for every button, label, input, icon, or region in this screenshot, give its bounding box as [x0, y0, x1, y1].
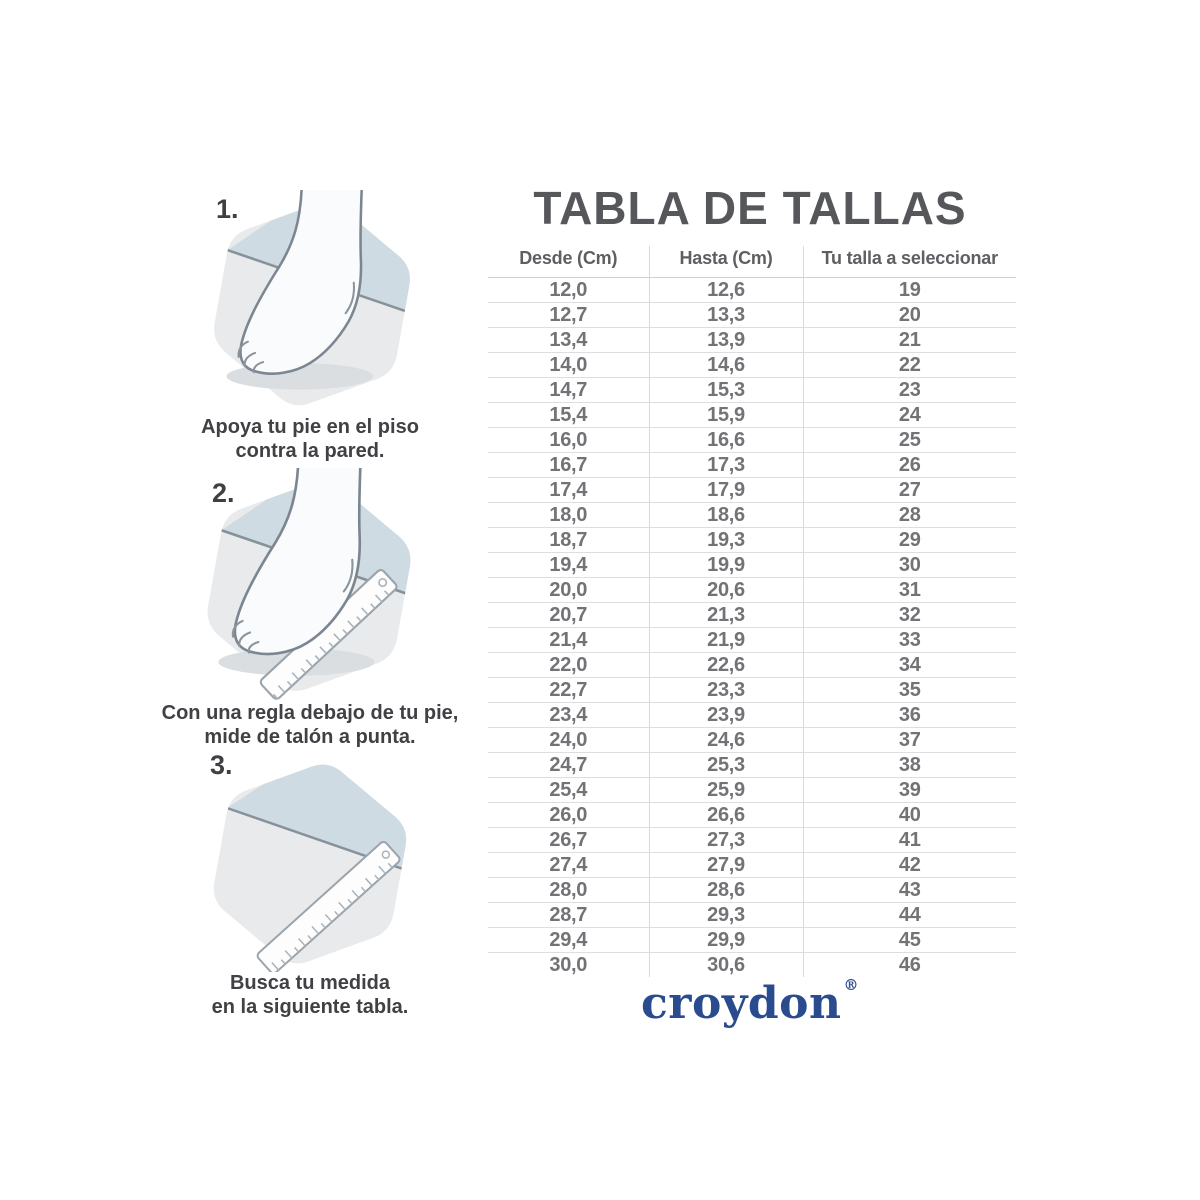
cell-desde: 24,7 — [488, 753, 649, 778]
cell-desde: 14,0 — [488, 353, 649, 378]
step-3-number: 3. — [210, 750, 233, 780]
cell-talla: 28 — [803, 503, 1016, 528]
cell-talla: 36 — [803, 703, 1016, 728]
step-3-caption-line2: en la siguiente tabla. — [211, 995, 409, 1018]
cell-desde: 22,0 — [488, 653, 649, 678]
cell-talla: 33 — [803, 628, 1016, 653]
cell-hasta: 30,6 — [649, 953, 803, 978]
step-1-caption-line2: contra la pared. — [235, 439, 385, 462]
table-row — [488, 953, 1016, 978]
table-row — [488, 578, 1016, 603]
table-row — [488, 903, 1016, 928]
step-3-caption — [160, 972, 460, 1019]
cell-talla: 29 — [803, 528, 1016, 553]
cell-talla: 43 — [803, 878, 1016, 903]
table-row — [488, 553, 1016, 578]
cell-desde: 15,4 — [488, 403, 649, 428]
cell-hasta: 13,9 — [649, 328, 803, 353]
cell-hasta: 25,3 — [649, 753, 803, 778]
cell-desde: 30,0 — [549, 954, 588, 976]
cell-hasta: 29,3 — [649, 903, 803, 928]
cell-talla: 21 — [803, 328, 1016, 353]
cell-talla: 44 — [803, 903, 1016, 928]
step-2-caption-line2: mide de talón a punta. — [204, 725, 416, 748]
cell-talla: 30 — [803, 553, 1016, 578]
page-title: TABLA DE TALLAS — [533, 182, 967, 234]
col-header-hasta: Hasta (Cm) — [649, 246, 803, 278]
cell-desde: 17,4 — [488, 478, 649, 503]
cell-desde: 19,4 — [488, 553, 649, 578]
cell-talla: 39 — [803, 778, 1016, 803]
step-2-caption — [145, 702, 475, 749]
cell-hasta: 26,6 — [649, 803, 803, 828]
cell-desde: 16,0 — [488, 428, 649, 453]
cell-hasta: 21,9 — [649, 628, 803, 653]
cell-hasta: 12,6 — [649, 278, 803, 303]
table-row — [488, 628, 1016, 653]
cell-talla: 41 — [803, 828, 1016, 853]
croydon-logo-text: croydon — [641, 978, 842, 1029]
cell-talla: 25 — [803, 428, 1016, 453]
table-row — [488, 603, 1016, 628]
cell-talla: 40 — [803, 803, 1016, 828]
cell-desde: 13,4 — [488, 328, 649, 353]
cell-hasta: 25,9 — [649, 778, 803, 803]
cell-desde: 26,7 — [488, 828, 649, 853]
croydon-logo — [480, 976, 1020, 1029]
cell-hasta: 23,9 — [649, 703, 803, 728]
cell-desde: 12,7 — [488, 303, 649, 328]
cell-hasta: 20,6 — [649, 578, 803, 603]
table-row — [488, 928, 1016, 953]
table-row — [488, 828, 1016, 853]
cell-talla: 38 — [803, 753, 1016, 778]
table-row — [488, 453, 1016, 478]
cell-hasta: 19,3 — [649, 528, 803, 553]
cell-hasta: 15,3 — [649, 378, 803, 403]
cell-desde: 28,7 — [488, 903, 649, 928]
cell-desde: 18,7 — [488, 528, 649, 553]
table-row — [488, 278, 1016, 303]
table-row — [488, 728, 1016, 753]
table-row — [488, 528, 1016, 553]
table-row — [488, 378, 1016, 403]
cell-talla: 27 — [803, 478, 1016, 503]
cell-hasta: 27,3 — [649, 828, 803, 853]
cell-talla: 19 — [803, 278, 1016, 303]
table-row — [488, 803, 1016, 828]
table-row — [488, 503, 1016, 528]
cell-desde: 12,0 — [488, 278, 649, 303]
size-table-header — [488, 246, 1016, 278]
table-row — [488, 778, 1016, 803]
cell-talla: 34 — [803, 653, 1016, 678]
cell-hasta: 17,3 — [649, 453, 803, 478]
cell-hasta: 27,9 — [649, 853, 803, 878]
table-row — [488, 478, 1016, 503]
cell-talla: 23 — [803, 378, 1016, 403]
cell-hasta: 28,6 — [649, 878, 803, 903]
step-1-number: 1. — [216, 194, 239, 224]
cell-talla: 20 — [803, 303, 1016, 328]
cell-talla: 32 — [803, 603, 1016, 628]
cell-hasta: 16,6 — [649, 428, 803, 453]
cell-desde: 23,4 — [488, 703, 649, 728]
table-row — [488, 753, 1016, 778]
cell-hasta: 21,3 — [649, 603, 803, 628]
cell-desde: 18,0 — [488, 503, 649, 528]
cell-desde: 28,0 — [488, 878, 649, 903]
step-2-caption-line1: Con una regla debajo de tu pie, — [161, 702, 459, 724]
table-row — [488, 403, 1016, 428]
cell-talla: 42 — [803, 853, 1016, 878]
table-row — [488, 328, 1016, 353]
cell-hasta: 15,9 — [649, 403, 803, 428]
table-row — [488, 303, 1016, 328]
cell-hasta: 14,6 — [649, 353, 803, 378]
step-1-caption-line1: Apoya tu pie en el piso — [201, 416, 419, 438]
cell-hasta: 13,3 — [649, 303, 803, 328]
cell-talla: 37 — [803, 728, 1016, 753]
cell-desde: 16,7 — [488, 453, 649, 478]
cell-talla: 31 — [803, 578, 1016, 603]
registered-trademark-icon: ® — [843, 976, 859, 994]
size-table — [488, 246, 1016, 977]
cell-desde: 25,4 — [488, 778, 649, 803]
cell-desde: 29,4 — [488, 928, 649, 953]
cell-talla: 24 — [803, 403, 1016, 428]
cell-desde: 14,7 — [488, 378, 649, 403]
ruler-on-floor-illustration — [196, 752, 424, 972]
cell-hasta: 23,3 — [649, 678, 803, 703]
step-3-caption-line1: Busca tu medida — [229, 972, 391, 994]
cell-hasta: 19,9 — [649, 553, 803, 578]
cell-hasta: 29,9 — [649, 928, 803, 953]
cell-desde: 22,7 — [488, 678, 649, 703]
col-header-talla: Tu talla a seleccionar — [803, 246, 1016, 278]
col-header-desde: Desde (Cm) — [488, 246, 649, 278]
cell-talla: 26 — [803, 453, 1016, 478]
cell-hasta: 22,6 — [649, 653, 803, 678]
cell-talla: 35 — [803, 678, 1016, 703]
cell-desde: 24,0 — [488, 728, 649, 753]
table-row — [488, 853, 1016, 878]
cell-hasta: 18,6 — [649, 503, 803, 528]
cell-desde: 27,4 — [488, 853, 649, 878]
cell-desde: 26,0 — [488, 803, 649, 828]
table-row — [488, 428, 1016, 453]
table-row — [488, 353, 1016, 378]
cell-desde: 20,0 — [488, 578, 649, 603]
size-table-body — [488, 278, 1016, 978]
cell-desde: 20,7 — [488, 603, 649, 628]
cell-talla: 22 — [803, 353, 1016, 378]
table-row — [488, 678, 1016, 703]
table-row — [488, 878, 1016, 903]
step-1-caption — [160, 416, 460, 463]
table-row — [488, 653, 1016, 678]
cell-talla: 45 — [803, 928, 1016, 953]
cell-hasta: 17,9 — [649, 478, 803, 503]
cell-talla: 46 — [803, 953, 1016, 978]
step-2-number: 2. — [212, 478, 235, 508]
cell-hasta: 24,6 — [649, 728, 803, 753]
table-row — [488, 703, 1016, 728]
cell-desde: 21,4 — [488, 628, 649, 653]
